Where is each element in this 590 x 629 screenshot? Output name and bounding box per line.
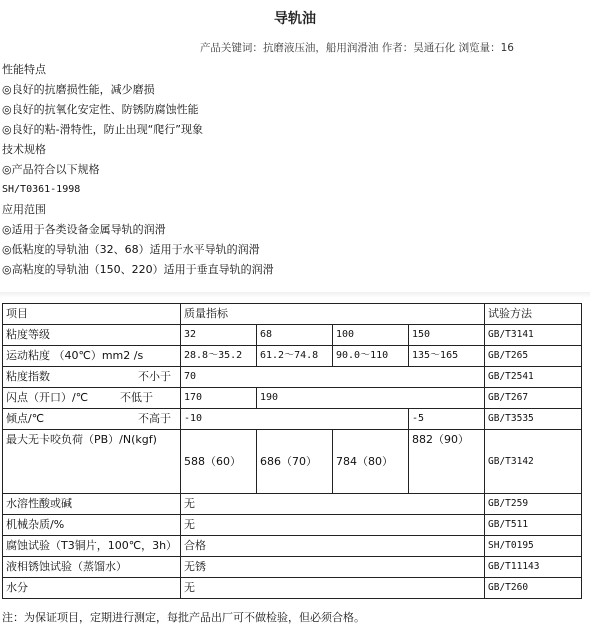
section-divider: [0, 292, 590, 298]
table-row: [3, 325, 582, 346]
application-item: ◎适用于各类设备金属导轨的润滑: [2, 223, 166, 236]
header-item: 项目: [3, 304, 181, 325]
row-value: 合格: [181, 536, 485, 557]
keywords-value[interactable]: 抗磨液压油，船用润滑油: [262, 42, 379, 54]
row-label: 液相锈蚀试验（蒸馏水）: [3, 557, 181, 578]
keywords-label: 产品关键词：: [199, 42, 263, 54]
row-method: GB/T511: [485, 515, 582, 536]
header-quality: 质量指标: [181, 304, 485, 325]
page-title: 导轨油: [274, 11, 316, 27]
table-row: [3, 494, 582, 515]
row-method: GB/T265: [485, 346, 582, 367]
performance-item: ◎良好的抗磨损性能，减少磨损: [2, 83, 155, 96]
row-method: GB/T3535: [485, 409, 582, 430]
row-method: GB/T267: [485, 388, 582, 409]
row-label: 水分: [3, 578, 181, 599]
load-value: 784（80）: [333, 430, 409, 494]
author-value: 昊通石化: [413, 42, 456, 54]
views-label: 浏览量：: [458, 42, 501, 54]
load-value: 588（60）: [181, 430, 257, 494]
application-heading: 应用范围: [2, 203, 46, 216]
spec-line: ◎产品符合以下规格: [2, 163, 100, 176]
performance-heading: 性能特点: [2, 63, 46, 76]
row-limit: 不低于: [120, 391, 153, 404]
row-method: GB/T11143: [485, 557, 582, 578]
table-row: [3, 578, 582, 599]
article-body: [2, 60, 582, 280]
row-label: [3, 367, 181, 388]
table-row: [3, 536, 582, 557]
row-label: 腐蚀试验（T3铜片，100℃，3h）: [3, 536, 181, 557]
row-label: 机械杂质/%: [3, 515, 181, 536]
row-method: GB/T260: [485, 578, 582, 599]
row-value: 无锈: [181, 557, 485, 578]
spec-standard: SH/T0361-1998: [2, 184, 81, 195]
row-method: SH/T0195: [485, 536, 582, 557]
row-method: GB/T2541: [485, 367, 582, 388]
table-row: [3, 388, 582, 409]
viscosity-value: 28.8～35.2: [181, 346, 257, 367]
grade-value: 150: [409, 325, 485, 346]
row-value: 70: [181, 367, 485, 388]
row-label: 粘度等级: [3, 325, 181, 346]
row-value: 无: [181, 515, 485, 536]
table-row: [3, 557, 582, 578]
row-value: 170: [181, 388, 257, 409]
table-row: [3, 346, 582, 367]
row-label-text: 倾点/℃: [6, 412, 45, 425]
row-limit: 不高于: [138, 412, 171, 425]
row-label: 运动粘度 （40℃）mm2 /s: [3, 346, 181, 367]
load-value: 882（90）: [409, 430, 485, 494]
table-row: [3, 515, 582, 536]
row-label: [3, 388, 181, 409]
article-meta: [200, 40, 514, 55]
row-value: 无: [181, 494, 485, 515]
grade-value: 32: [181, 325, 257, 346]
viscosity-value: 61.2～74.8: [257, 346, 333, 367]
row-value: -5: [409, 409, 485, 430]
row-method: GB/T259: [485, 494, 582, 515]
grade-value: 68: [257, 325, 333, 346]
viscosity-value: 90.0～110: [333, 346, 409, 367]
row-label: [3, 409, 181, 430]
application-item: ◎高粘度的导轨油（150、220）适用于垂直导轨的润滑: [2, 263, 274, 276]
table-row: [3, 367, 582, 388]
grade-value: 100: [333, 325, 409, 346]
viscosity-value: 135～165: [409, 346, 485, 367]
row-value: 无: [181, 578, 485, 599]
row-label: 最大无卡咬负荷（PB）/N(kgf): [3, 430, 181, 494]
row-value: -10: [181, 409, 409, 430]
row-method: GB/T3142: [485, 430, 582, 494]
application-item: ◎低粘度的导轨油（32、68）适用于水平导轨的润滑: [2, 243, 260, 256]
spec-heading: 技术规格: [2, 143, 46, 156]
table-row: [3, 409, 582, 430]
views-value: 16: [500, 42, 514, 54]
table-row: [3, 430, 582, 494]
performance-item: ◎良好的粘-滑特性，防止出现“爬行”现象: [2, 123, 203, 136]
load-value: 686（70）: [257, 430, 333, 494]
table-header-row: [3, 304, 582, 325]
row-label-text: 粘度指数: [6, 370, 50, 383]
row-method: GB/T3141: [485, 325, 582, 346]
row-label-text: 闪点（开口）/℃: [6, 391, 89, 404]
header-method: 试验方法: [485, 304, 582, 325]
spec-table: [2, 303, 582, 599]
performance-item: ◎良好的抗氧化安定性、防锈防腐蚀性能: [2, 103, 199, 116]
row-value: 190: [257, 388, 485, 409]
row-limit: 不小于: [138, 370, 171, 383]
row-label: 水溶性酸或碱: [3, 494, 181, 515]
footnote: 注：为保证项目，定期进行测定，每批产品出厂可不做检验，但必须合格。: [2, 611, 365, 624]
author-label: 作者：: [381, 42, 414, 54]
